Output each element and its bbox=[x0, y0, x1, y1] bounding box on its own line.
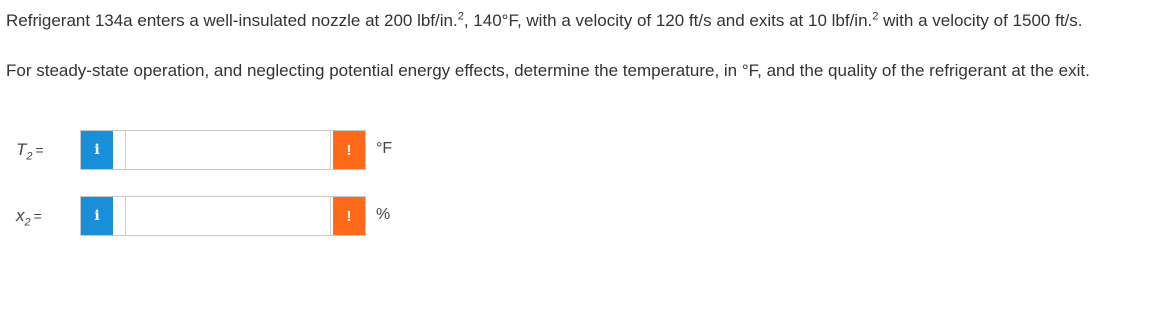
answer-field-t2 bbox=[80, 130, 366, 170]
problem-text-part2: , 140°F, with a velocity of 120 ft/s and exits at 10 lbf/in. bbox=[463, 11, 873, 30]
info-icon[interactable]: i bbox=[81, 131, 113, 169]
unit-label-t2: °F bbox=[376, 140, 393, 157]
superscript: 2 bbox=[872, 10, 879, 23]
answer-section bbox=[6, 130, 1167, 238]
answer-row-t2 bbox=[6, 130, 1167, 172]
problem-question: For steady-state operation, and neglecting potential energy effects, determine the temperature, in °F, and the quality of the refrigerant at the exit. bbox=[6, 61, 1090, 80]
answer-field-x2 bbox=[80, 196, 366, 236]
info-icon[interactable]: i bbox=[81, 197, 113, 235]
superscript: 2 bbox=[457, 10, 464, 23]
exclamation-icon[interactable]: ! bbox=[333, 197, 365, 235]
problem-text-part3: with a velocity of 1500 ft/s. bbox=[878, 11, 1083, 30]
problem-text-part1: Refrigerant 134a enters a well-insulated nozzle at 200 lbf/in. bbox=[6, 11, 458, 30]
exclamation-icon[interactable]: ! bbox=[333, 131, 365, 169]
t2-input[interactable] bbox=[125, 131, 331, 169]
problem-statement bbox=[6, 8, 1167, 34]
answer-row-x2 bbox=[6, 196, 1167, 238]
x2-input[interactable] bbox=[125, 197, 331, 235]
variable-label-t2: $T_2$ = bbox=[16, 140, 44, 163]
variable-label-x2: $x_2$ = bbox=[16, 206, 42, 229]
unit-label-x2: % bbox=[376, 206, 391, 223]
